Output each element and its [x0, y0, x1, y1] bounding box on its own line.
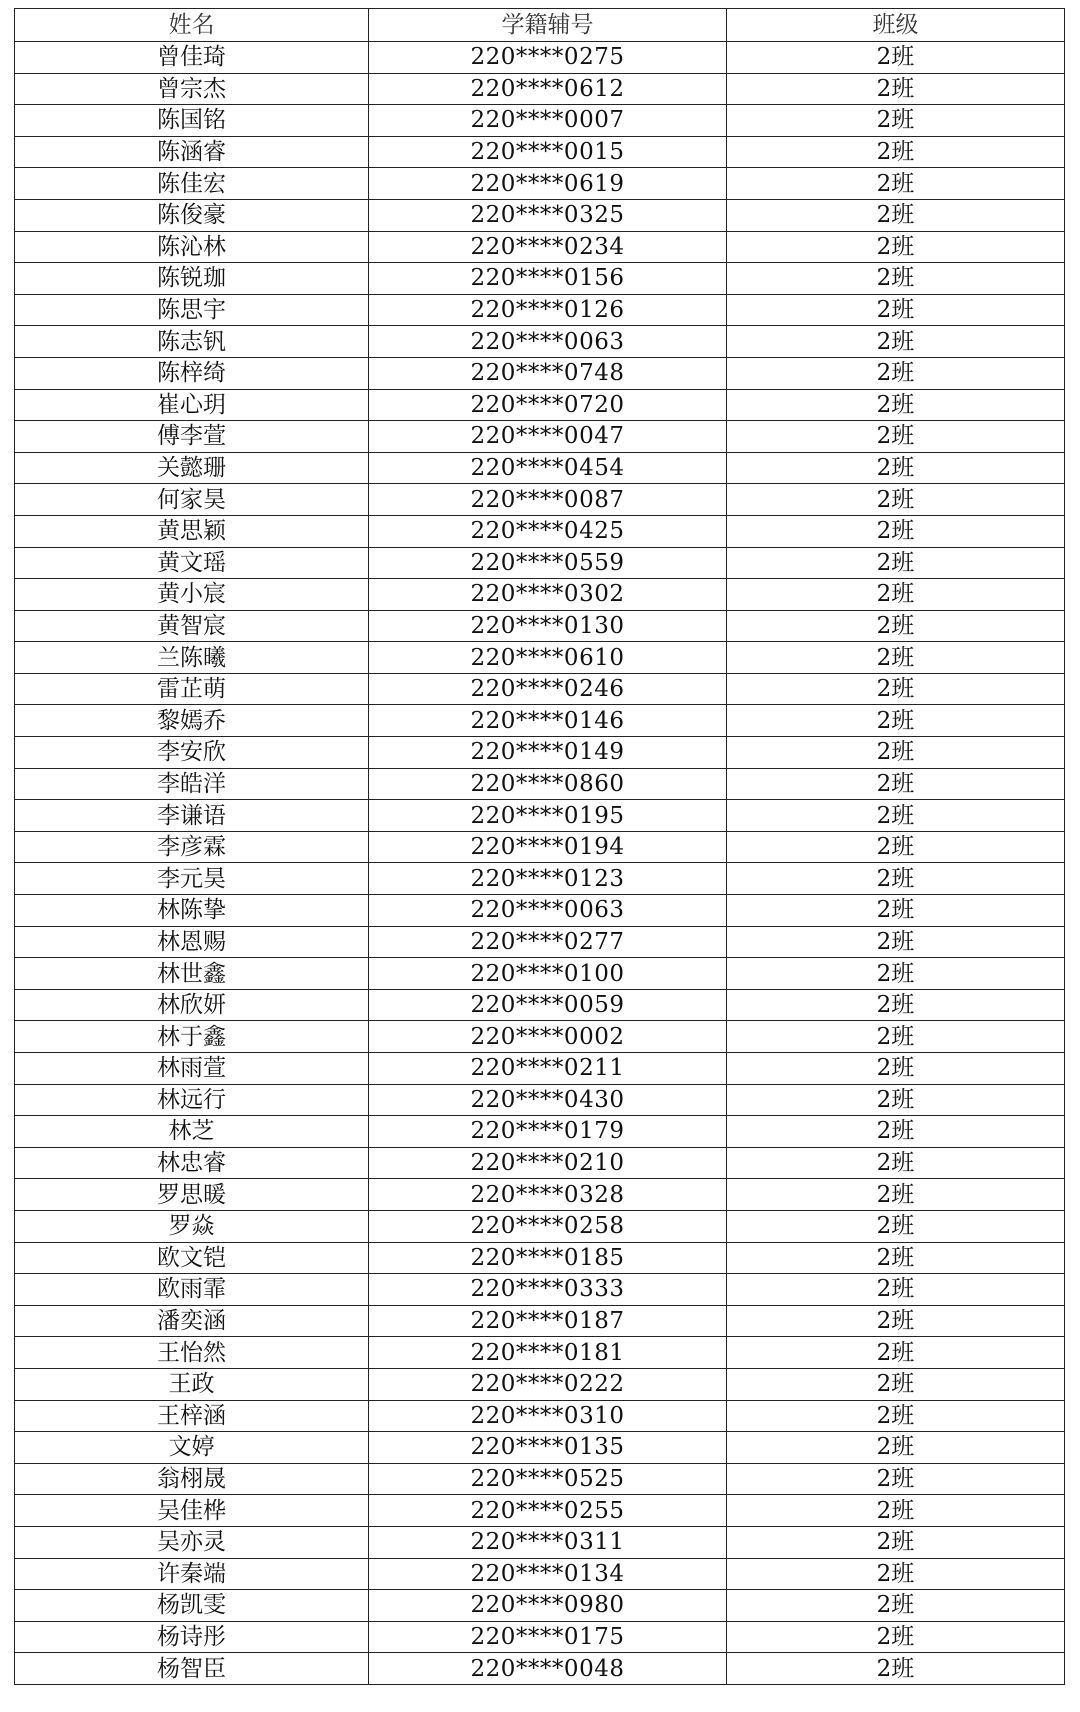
student-name-cell: 黄智宸: [15, 610, 369, 642]
student-name-cell: 吴佳桦: [15, 1495, 369, 1527]
student-id-cell: 220****0126: [369, 294, 727, 326]
student-id-cell: 220****0015: [369, 136, 727, 168]
student-id-cell: 220****0310: [369, 1400, 727, 1432]
student-id-cell: 220****0619: [369, 168, 727, 200]
class-cell: 2班: [727, 1084, 1065, 1116]
table-row: [15, 484, 1065, 516]
table-row: [15, 1463, 1065, 1495]
table-row: [15, 515, 1065, 547]
class-cell: 2班: [727, 1621, 1065, 1653]
student-id-cell: 220****0980: [369, 1590, 727, 1622]
student-id-cell: 220****0134: [369, 1558, 727, 1590]
class-cell: 2班: [727, 1274, 1065, 1306]
student-name-cell: 林芝: [15, 1116, 369, 1148]
table-row: [15, 357, 1065, 389]
student-id-cell: 220****0048: [369, 1653, 727, 1685]
student-name-cell: 黎嫣乔: [15, 705, 369, 737]
student-name-cell: 陈俊豪: [15, 199, 369, 231]
student-id-cell: 220****0194: [369, 831, 727, 863]
student-name-cell: 林雨萱: [15, 1053, 369, 1085]
table-row: [15, 831, 1065, 863]
table-row: [15, 105, 1065, 137]
student-name-cell: 林忠睿: [15, 1147, 369, 1179]
student-name-cell: 杨凯雯: [15, 1590, 369, 1622]
student-name-cell: 王怡然: [15, 1337, 369, 1369]
student-id-cell: 220****0135: [369, 1432, 727, 1464]
student-name-cell: 翁栩晟: [15, 1463, 369, 1495]
header-class: 班级: [727, 9, 1065, 42]
student-name-cell: 陈沁林: [15, 231, 369, 263]
student-id-cell: 220****0277: [369, 926, 727, 958]
table-row: [15, 958, 1065, 990]
student-name-cell: 李安欣: [15, 737, 369, 769]
student-id-cell: 220****0195: [369, 800, 727, 832]
student-name-cell: 吴亦灵: [15, 1526, 369, 1558]
student-id-cell: 220****0246: [369, 673, 727, 705]
class-cell: 2班: [727, 1526, 1065, 1558]
student-name-cell: 罗焱: [15, 1210, 369, 1242]
student-id-cell: 220****0063: [369, 326, 727, 358]
class-cell: 2班: [727, 326, 1065, 358]
student-id-cell: 220****0333: [369, 1274, 727, 1306]
student-id-cell: 220****0525: [369, 1463, 727, 1495]
student-id-cell: 220****0222: [369, 1368, 727, 1400]
table-row: [15, 1210, 1065, 1242]
class-cell: 2班: [727, 168, 1065, 200]
student-id-cell: 220****0255: [369, 1495, 727, 1527]
class-cell: 2班: [727, 1558, 1065, 1590]
class-cell: 2班: [727, 1337, 1065, 1369]
table-row: [15, 231, 1065, 263]
student-name-cell: 黄文瑶: [15, 547, 369, 579]
student-name-cell: 崔心玥: [15, 389, 369, 421]
student-name-cell: 林远行: [15, 1084, 369, 1116]
student-id-cell: 220****0430: [369, 1084, 727, 1116]
student-name-cell: 黄思颖: [15, 515, 369, 547]
class-cell: 2班: [727, 831, 1065, 863]
student-name-cell: 李元昊: [15, 863, 369, 895]
table-row: [15, 579, 1065, 611]
student-id-cell: 220****0179: [369, 1116, 727, 1148]
student-id-cell: 220****0181: [369, 1337, 727, 1369]
class-cell: 2班: [727, 642, 1065, 674]
table-row: [15, 926, 1065, 958]
roster-body: [15, 42, 1065, 1685]
student-id-cell: 220****0302: [369, 579, 727, 611]
student-id-cell: 220****0146: [369, 705, 727, 737]
student-name-cell: 李皓洋: [15, 768, 369, 800]
table-row: [15, 863, 1065, 895]
class-cell: 2班: [727, 989, 1065, 1021]
student-name-cell: 王政: [15, 1368, 369, 1400]
student-name-cell: 关懿珊: [15, 452, 369, 484]
class-cell: 2班: [727, 1242, 1065, 1274]
student-name-cell: 罗思暖: [15, 1179, 369, 1211]
class-cell: 2班: [727, 73, 1065, 105]
class-cell: 2班: [727, 547, 1065, 579]
student-id-cell: 220****0860: [369, 768, 727, 800]
table-row: [15, 705, 1065, 737]
class-cell: 2班: [727, 958, 1065, 990]
header-row: [15, 9, 1065, 42]
table-row: [15, 1021, 1065, 1053]
table-row: [15, 1179, 1065, 1211]
student-name-cell: 陈国铭: [15, 105, 369, 137]
student-name-cell: 文婷: [15, 1432, 369, 1464]
table-row: [15, 199, 1065, 231]
student-id-cell: 220****0007: [369, 105, 727, 137]
student-roster-table: [14, 8, 1065, 1685]
student-name-cell: 杨智臣: [15, 1653, 369, 1685]
class-cell: 2班: [727, 1653, 1065, 1685]
student-name-cell: 陈思宇: [15, 294, 369, 326]
student-id-cell: 220****0175: [369, 1621, 727, 1653]
class-cell: 2班: [727, 231, 1065, 263]
student-id-cell: 220****0720: [369, 389, 727, 421]
table-row: [15, 389, 1065, 421]
student-id-cell: 220****0185: [369, 1242, 727, 1274]
table-row: [15, 1432, 1065, 1464]
student-name-cell: 何家昊: [15, 484, 369, 516]
class-cell: 2班: [727, 199, 1065, 231]
table-row: [15, 800, 1065, 832]
student-name-cell: 陈志钒: [15, 326, 369, 358]
student-id-cell: 220****0425: [369, 515, 727, 547]
table-row: [15, 989, 1065, 1021]
student-id-cell: 220****0059: [369, 989, 727, 1021]
student-id-cell: 220****0130: [369, 610, 727, 642]
student-name-cell: 许秦端: [15, 1558, 369, 1590]
student-id-cell: 220****0149: [369, 737, 727, 769]
student-name-cell: 李谦语: [15, 800, 369, 832]
student-id-cell: 220****0311: [369, 1526, 727, 1558]
student-name-cell: 傅李萱: [15, 421, 369, 453]
class-cell: 2班: [727, 1116, 1065, 1148]
student-name-cell: 欧文铠: [15, 1242, 369, 1274]
class-cell: 2班: [727, 1368, 1065, 1400]
table-row: [15, 168, 1065, 200]
table-row: [15, 326, 1065, 358]
class-cell: 2班: [727, 1179, 1065, 1211]
student-id-cell: 220****0100: [369, 958, 727, 990]
table-row: [15, 42, 1065, 74]
table-row: [15, 452, 1065, 484]
class-cell: 2班: [727, 421, 1065, 453]
class-cell: 2班: [727, 1210, 1065, 1242]
student-id-cell: 220****0002: [369, 1021, 727, 1053]
class-cell: 2班: [727, 42, 1065, 74]
header-name: 姓名: [15, 9, 369, 42]
student-id-cell: 220****0123: [369, 863, 727, 895]
student-name-cell: 王梓涵: [15, 1400, 369, 1432]
class-cell: 2班: [727, 1495, 1065, 1527]
student-id-cell: 220****0234: [369, 231, 727, 263]
table-row: [15, 895, 1065, 927]
class-cell: 2班: [727, 673, 1065, 705]
table-row: [15, 737, 1065, 769]
student-name-cell: 雷芷萌: [15, 673, 369, 705]
class-cell: 2班: [727, 1463, 1065, 1495]
table-row: [15, 1337, 1065, 1369]
student-name-cell: 林世鑫: [15, 958, 369, 990]
class-cell: 2班: [727, 452, 1065, 484]
student-id-cell: 220****0210: [369, 1147, 727, 1179]
class-cell: 2班: [727, 1590, 1065, 1622]
class-cell: 2班: [727, 863, 1065, 895]
table-row: [15, 73, 1065, 105]
student-name-cell: 林恩赐: [15, 926, 369, 958]
table-row: [15, 263, 1065, 295]
table-row: [15, 547, 1065, 579]
student-name-cell: 潘奕涵: [15, 1305, 369, 1337]
table-row: [15, 1147, 1065, 1179]
class-cell: 2班: [727, 263, 1065, 295]
student-name-cell: 林欣妍: [15, 989, 369, 1021]
student-id-cell: 220****0063: [369, 895, 727, 927]
class-cell: 2班: [727, 768, 1065, 800]
table-row: [15, 1590, 1065, 1622]
student-name-cell: 林于鑫: [15, 1021, 369, 1053]
class-cell: 2班: [727, 926, 1065, 958]
table-row: [15, 1400, 1065, 1432]
class-cell: 2班: [727, 515, 1065, 547]
student-name-cell: 兰陈曦: [15, 642, 369, 674]
student-name-cell: 欧雨霏: [15, 1274, 369, 1306]
student-name-cell: 李彦霖: [15, 831, 369, 863]
class-cell: 2班: [727, 1021, 1065, 1053]
header-student-id: 学籍辅号: [369, 9, 727, 42]
class-cell: 2班: [727, 1147, 1065, 1179]
student-name-cell: 曾宗杰: [15, 73, 369, 105]
table-row: [15, 1053, 1065, 1085]
student-id-cell: 220****0258: [369, 1210, 727, 1242]
student-name-cell: 陈锐珈: [15, 263, 369, 295]
student-id-cell: 220****0187: [369, 1305, 727, 1337]
table-row: [15, 1495, 1065, 1527]
table-row: [15, 294, 1065, 326]
student-id-cell: 220****0559: [369, 547, 727, 579]
class-cell: 2班: [727, 610, 1065, 642]
student-id-cell: 220****0211: [369, 1053, 727, 1085]
class-cell: 2班: [727, 1400, 1065, 1432]
table-row: [15, 1653, 1065, 1685]
student-id-cell: 220****0328: [369, 1179, 727, 1211]
student-id-cell: 220****0612: [369, 73, 727, 105]
table-row: [15, 1621, 1065, 1653]
class-cell: 2班: [727, 895, 1065, 927]
student-name-cell: 曾佳琦: [15, 42, 369, 74]
class-cell: 2班: [727, 1053, 1065, 1085]
table-row: [15, 1368, 1065, 1400]
student-id-cell: 220****0610: [369, 642, 727, 674]
table-row: [15, 673, 1065, 705]
class-cell: 2班: [727, 357, 1065, 389]
student-name-cell: 杨诗彤: [15, 1621, 369, 1653]
table-row: [15, 642, 1065, 674]
table-row: [15, 1242, 1065, 1274]
table-row: [15, 136, 1065, 168]
class-cell: 2班: [727, 705, 1065, 737]
student-id-cell: 220****0087: [369, 484, 727, 516]
student-id-cell: 220****0325: [369, 199, 727, 231]
student-id-cell: 220****0156: [369, 263, 727, 295]
class-cell: 2班: [727, 294, 1065, 326]
class-cell: 2班: [727, 136, 1065, 168]
student-id-cell: 220****0275: [369, 42, 727, 74]
student-name-cell: 陈涵睿: [15, 136, 369, 168]
table-row: [15, 1305, 1065, 1337]
student-id-cell: 220****0748: [369, 357, 727, 389]
class-cell: 2班: [727, 737, 1065, 769]
table-row: [15, 610, 1065, 642]
student-id-cell: 220****0454: [369, 452, 727, 484]
student-id-cell: 220****0047: [369, 421, 727, 453]
student-name-cell: 陈梓绮: [15, 357, 369, 389]
table-row: [15, 1526, 1065, 1558]
table-row: [15, 1084, 1065, 1116]
table-row: [15, 421, 1065, 453]
class-cell: 2班: [727, 579, 1065, 611]
table-row: [15, 1116, 1065, 1148]
class-cell: 2班: [727, 1305, 1065, 1337]
class-cell: 2班: [727, 105, 1065, 137]
student-name-cell: 林陈挚: [15, 895, 369, 927]
class-cell: 2班: [727, 484, 1065, 516]
student-roster-sheet: [14, 8, 1064, 1685]
class-cell: 2班: [727, 389, 1065, 421]
class-cell: 2班: [727, 800, 1065, 832]
class-cell: 2班: [727, 1432, 1065, 1464]
student-name-cell: 陈佳宏: [15, 168, 369, 200]
table-row: [15, 768, 1065, 800]
student-name-cell: 黄小宸: [15, 579, 369, 611]
table-row: [15, 1274, 1065, 1306]
table-row: [15, 1558, 1065, 1590]
